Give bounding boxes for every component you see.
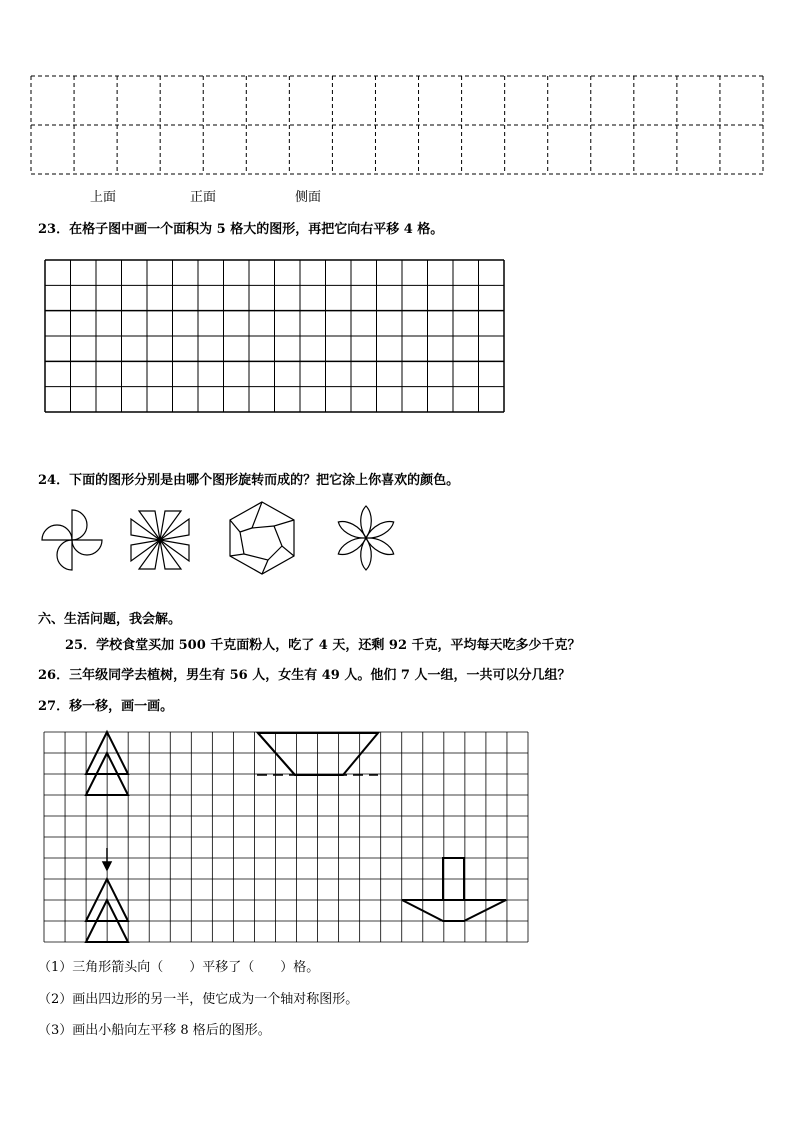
q27-text: 27．移一移，画一画。 (38, 699, 174, 714)
boat-figure (402, 858, 506, 921)
q27-sub3: （3）画出小船向左平移 8 格后的图形。 (38, 1023, 271, 1038)
label-top-view: 上面 (90, 190, 117, 205)
q26-text: 26．三年级同学去植树，男生有 56 人，女生有 49 人。他们 7 人一组，一共可以分几组？ (38, 668, 571, 683)
q25-text: 25．学校食堂买加 500 千克面粉人，吃了 4 天，还剩 92 千克，平均每天吃多少千克？ (65, 638, 581, 653)
q27-sub2: （2）画出四边形的另一半，使它成为一个轴对称图形。 (38, 992, 359, 1007)
q24-text: 24．下面的图形分别是由哪个图形旋转而成的？把它涂上你喜欢的颜色。 (38, 473, 460, 488)
q27-sub1: （1）三角形箭头向（ ）平移了（ ）格。 (38, 960, 320, 975)
label-front-view: 正面 (190, 190, 217, 205)
label-side-view: 侧面 (295, 190, 322, 205)
translation-arrow (103, 848, 111, 870)
section6-title: 六、生活问题，我会解。 (38, 612, 182, 627)
q23-text: 23．在格子图中画一个面积为 5 格大的图形，再把它向右平移 4 格。 (38, 222, 444, 237)
